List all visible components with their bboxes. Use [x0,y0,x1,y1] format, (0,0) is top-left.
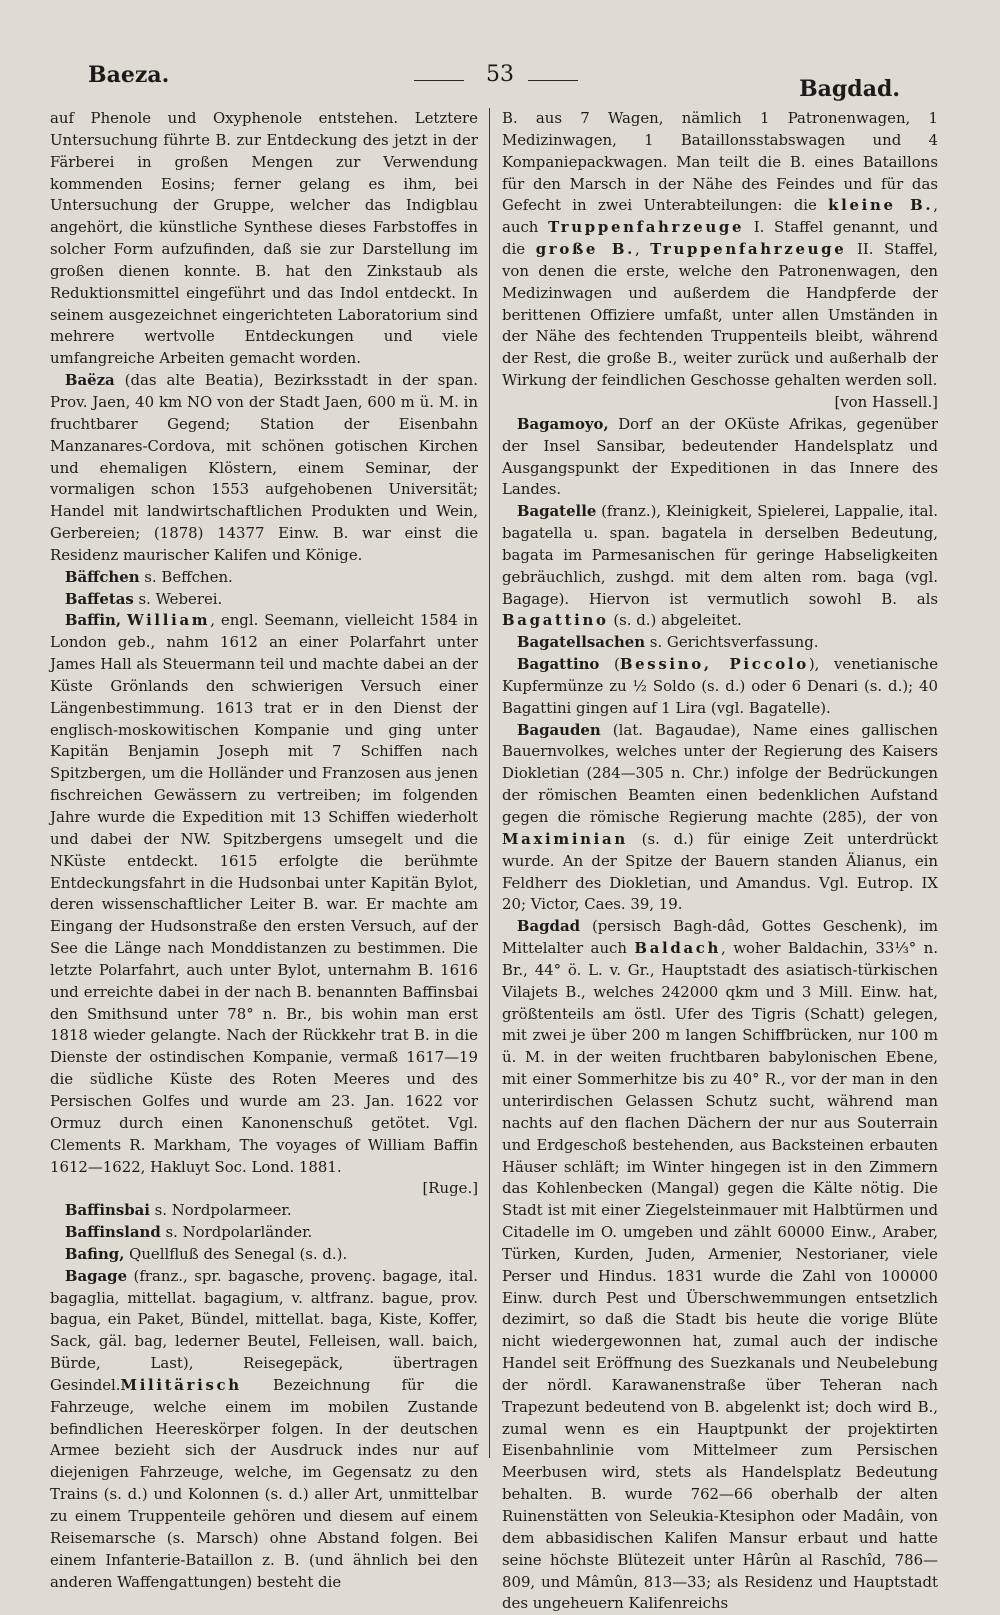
spaced-term: kleine B. [828,196,934,215]
entry-bagage: Bagage (franz., spr. bagasche, provenç. bagage, ital. bagaglia, mittellat. bagagium, v. altfranz. bague, prov. bagua, ein Paket, Bündel, mittellat. baga, Kiste, Koffer, Sack, gäl. bag, lederner Beutel, Felleisen, wall. baich, Bürde, Last), Reisegepäck, übertragen Gesindel.Militärisch Bezeichnung für die Fahrzeuge, welche einem im mobilen Zustande befindlichen Heereskörper folgen. In der deutschen Armee bezieht sich der Ausdruck indes nur auf diejenigen Fahrzeuge, welche, im Gegensatz zu den Trains (s. d.) und Kolonnen (s. d.) aller Art, unmittelbar zu einem Truppenteile gehören und diesem auf einem Reisemarsche (s. Marsch) ohne Abstand folgen. Bei einem Infanterie-Bataillon z. B. (und ähnlich bei den anderen Waffengattungen) besteht die [50,1266,478,1591]
column-divider [489,108,490,1458]
entry-bagatelle: Bagatelle (franz.), Kleinigkeit, Spielerei, Lappalie, ital. bagatella u. span. bagatela in derselben Bedeutung, bagata im Parmesanischen für geringe Habseligkeiten gebräuchlich, zushgd. mit dem alten rom. baga (vgl. Bagage). Hiervon ist vermutlich sowohl B. als Bagattino (s. d.) abgeleitet. [502,502,938,630]
entry-keyword: Baffetas [64,589,134,608]
entry-bagamoyo: Bagamoyo, Dorf an der OKüste Afrikas, gegenüber der Insel Sansibar, bedeutender Handelsplatz und Ausgangspunkt der Expeditionen in das Innere des Landes. [502,414,938,499]
entry-baeffchen: Bäffchen s. Beffchen. [64,567,233,586]
spaced-term: Baldach [634,939,722,958]
spaced-term: Bessino, Piccolo [619,655,809,674]
spaced-term: Bagattino [502,611,609,630]
entry-keyword: Bagage [64,1266,128,1285]
header-rule-right [528,80,578,81]
entry-baeza: Baëza (das alte Beatia), Bezirksstadt in der span. Prov. Jaen, 40 km NO von der Stadt Jaen, 600 m ü. M. in fruchtbarer Gegend; Station der Eisenbahn Manzanares-Cordova, mit schönen gotischen Kirchen und ehemaligen Klöstern, einem Seminar, der vormaligen schon 1553 aufgehobenen Universität; Handel mit landwirtschaftlichen Produkten und Wein, Gerbereien; (1878) 14377 Einw. B. war einst die Residenz maurischer Kalifen und Könige. [50,371,478,564]
entry-keyword: Bafing, [64,1244,125,1263]
entry-keyword: Baffinsland [64,1223,161,1242]
entry-baffinsland: Baffinsland s. Nordpolarländer. [64,1223,313,1242]
left-column [50,108,478,1591]
header-right-keyword: Bagdad. [799,76,900,102]
spaced-term: Maximinian [502,829,628,848]
page-number: 53 [486,62,514,87]
entry-keyword: Bagatelle [516,502,597,521]
header-left-keyword: Baeza. [88,62,170,88]
entry-keyword: Baëza [64,371,115,390]
spaced-term: Truppenfahrzeuge [650,240,847,259]
right-column [502,108,939,1613]
continuation-paragraph: B. aus 7 Wagen, nämlich 1 Patronenwagen, 1 Medizinwagen, 1 Bataillonsstabswagen und 4 Kompaniepackwagen. Man teilt die B. eines Bataillons für den Marsch in der Nähe des Feindes und für das Gefecht in zwei Unterabteilungen: die kleine B., auch Truppenfahrzeuge I. Staffel genannt, und die große B., Truppenfahrzeuge II. Staffel, von denen die erste, welche den Patronenwagen, den Medizinwagen und außerdem die Handpferde der berittenen Offiziere umfaßt, unter allen Umständen in der Nähe des fechtenden Truppenteils bleibt, während der Rest, die große B., weiter zurück und außerhalb der Wirkung der feindlichen Geschosse gehalten werden soll. [von Hassell.] [502,108,938,414]
spaced-name: William [126,611,211,630]
author-signature: [von Hassell.] [834,392,938,411]
entry-baffin: Baffin, William, engl. Seemann, vielleicht 1584 in London geb., nahm 1612 an einer Polarfahrt unter James Hall als Steuermann teil und machte dabei an der Küste Grönlands den schwierigen Versuch einer Längenbestimmung. 1613 trat er in den Dienst der englisch-moskowitischen Kompanie und ging unter Kapitän Benjamin Joseph mit 7 Schiffen nach Spitzbergen, um die Holländer und Franzosen aus jenen fischreichen Gewässern zu vertreiben; im folgenden Jahre wurde die Expedition mit 13 Schiffen wiederholt und dabei der NW. Spitzbergens umsegelt und die NKüste entdeckt. 1615 erfolgte die berühmte Entdeckungsfahrt in die Hudsonbai unter Kapitän Bylot, deren wissenschaftlicher Leiter B. war. Er machte am Eingang der Hudsonstraße den ersten Versuch, auf der See die Länge nach Monddistanzen zu bestimmen. Die letzte Polarfahrt, auch unter Bylot, unternahm B. 1616 und erreichte dabei in der nach B. benannten Baffinsbai den Smithsund unter 78° n. Br., bis wohin man erst 1818 wieder gelangte. Nach der Rückkehr trat B. in die Dienste der ostindischen Kompanie, vermaß 1617—19 die südliche Küste des Roten Meeres und des Persischen Golfes und wurde am 23. Jan. 1622 vor Ormuz durch einen Kanonenschuß getötet. Vgl. Clements R. Markham, The voyages of William Baffin 1612—1622, Hakluyt Soc. Lond. 1881. [Ruge.] [50,610,478,1200]
entry-baffetas: Baffetas s. Weberei. [64,589,223,608]
entry-keyword: Bagamoyo, [516,414,609,433]
entry-keyword: Bagdad [516,917,581,936]
entry-keyword: Baffin, [64,611,122,630]
spaced-term: große B. [535,240,635,259]
entry-keyword: Bagattino [516,655,600,674]
spaced-term: Truppenfahrzeuge [548,218,745,237]
entry-bagauden: Bagauden (lat. Bagaudae), Name eines gallischen Bauernvolkes, welches unter der Regierung des Kaisers Diokletian (284—305 n. Chr.) infolge der Bedrückungen der römischen Beamten einen bedenklichen Aufstand gegen die römische Regierung machte (285), der von Maximinian (s. d.) für einige Zeit unterdrückt wurde. An der Spitze der Bauern standen Älianus, ein Feldherr des Diokletian, und Amandus. Vgl. Eutrop. IX 20; Victor, Caes. 39, 19. [502,720,938,914]
entry-bafing: Bafing, Quellfluß des Senegal (s. d.). [64,1244,348,1263]
spaced-term: Militärisch [120,1375,242,1394]
entry-keyword: Bagatellsachen [516,633,646,652]
entry-bagdad: Bagdad (persisch Bagh-dâd, Gottes Geschenk), im Mittelalter auch Baldach, woher Baldachin, 33⅓° n. Br., 44° ö. L. v. Gr., Hauptstadt des asiatisch-türkischen Vilajets B., welches 242000 qkm und 3 Mill. Einw. hat, größtenteils am östl. Ufer des Tigris (Schatt) gelegen, mit zwei je über 200 m langen Schiffbrücken, nur 100 m ü. M. in der weiten fruchtbaren babylonischen Ebene, mit einer Sommerhitze bis zu 40° R., vor der man in den unterirdischen Gelassen Schutz sucht, während man nachts auf den flachen Dächern der nur aus Souterrain und Erdgeschoß bestehenden, aus Backsteinen erbauten Häuser schläft; im Winter hingegen ist in den Zimmern das Kohlenbecken (Mangal) gegen die Kälte nötig. Die Stadt ist mit einer Ziegelsteinmauer mit Halbtürmen und Citadelle im O. umgeben und zählt 60000 Einw., Araber, Türken, Kurden, Juden, Armenier, Nestorianer, viele Perser und Hindus. 1831 wurde die Zahl von 100000 Einw. durch Pest und Überschwemmungen entsetzlich dezimirt, so daß die Stadt bis heute die vorige Blüte nicht wiedergewonnen hat, zumal auch der indische Handel seit Eröffnung des Suezkanals und Neubelebung der nördl. Karawanenstraße über Teheran nach Trapezunt bedeutend von B. abgelenkt ist; doch wird B., zumal wenn es ein Hauptpunkt der projektirten Eisenbahnlinie vom Mittelmeer zum Persischen Meerbusen wird, stets als Handelsplatz Bedeutung behalten. B. wurde 762—66 oberhalb der alten Ruinenstätten von Seleukia-Ktesiphon oder Madâin, von dem abbasidischen Kalifen Mansur erbaut und hatte seine höchste Blütezeit unter Hârûn al Raschîd, 786—809, und Mâmûn, 813—33; als Residenz und Hauptstadt des ungeheuern Kalifenreichs [502,917,938,1613]
entry-keyword: Bagauden [516,720,601,739]
entry-bagatellsachen: Bagatellsachen s. Gerichtsverfassung. [516,633,819,652]
author-signature: [Ruge.] [422,1179,478,1198]
continuation-paragraph: auf Phenole und Oxyphenole entstehen. Letztere Untersuchung führte B. zur Entdeckung des jetzt in der Färberei in großen Mengen zur Verwendung kommenden Eosins; ferner gelang es ihm, bei Untersuchung der Gruppe, welcher das Indigblau angehört, die künstliche Synthese dieses Farbstoffes in solcher Form aufzufinden, daß sie zur Darstellung im großen dienen konnte. B. hat den Zinkstaub als Reduktionsmittel eingeführt und das Indol entdeckt. In seinem ausgezeichnet eingerichteten Laboratorium sind mehrere wertvolle Entdeckungen und viele umfangreiche Arbeiten gemacht worden. [50,109,478,368]
entry-bagattino: Bagattino (Bessino, Piccolo), venetianische Kupfermünze zu ½ Soldo (s. d.) oder 6 Denari (s. d.); 40 Bagattini gingen auf 1 Lira (vgl. Bagatelle). [502,655,939,717]
running-header [0,62,1000,102]
entry-keyword: Bäffchen [64,567,140,586]
entry-keyword: Baffinsbai [64,1201,150,1220]
entry-baffinsbai: Baffinsbai s. Nordpolarmeer. [64,1201,292,1220]
